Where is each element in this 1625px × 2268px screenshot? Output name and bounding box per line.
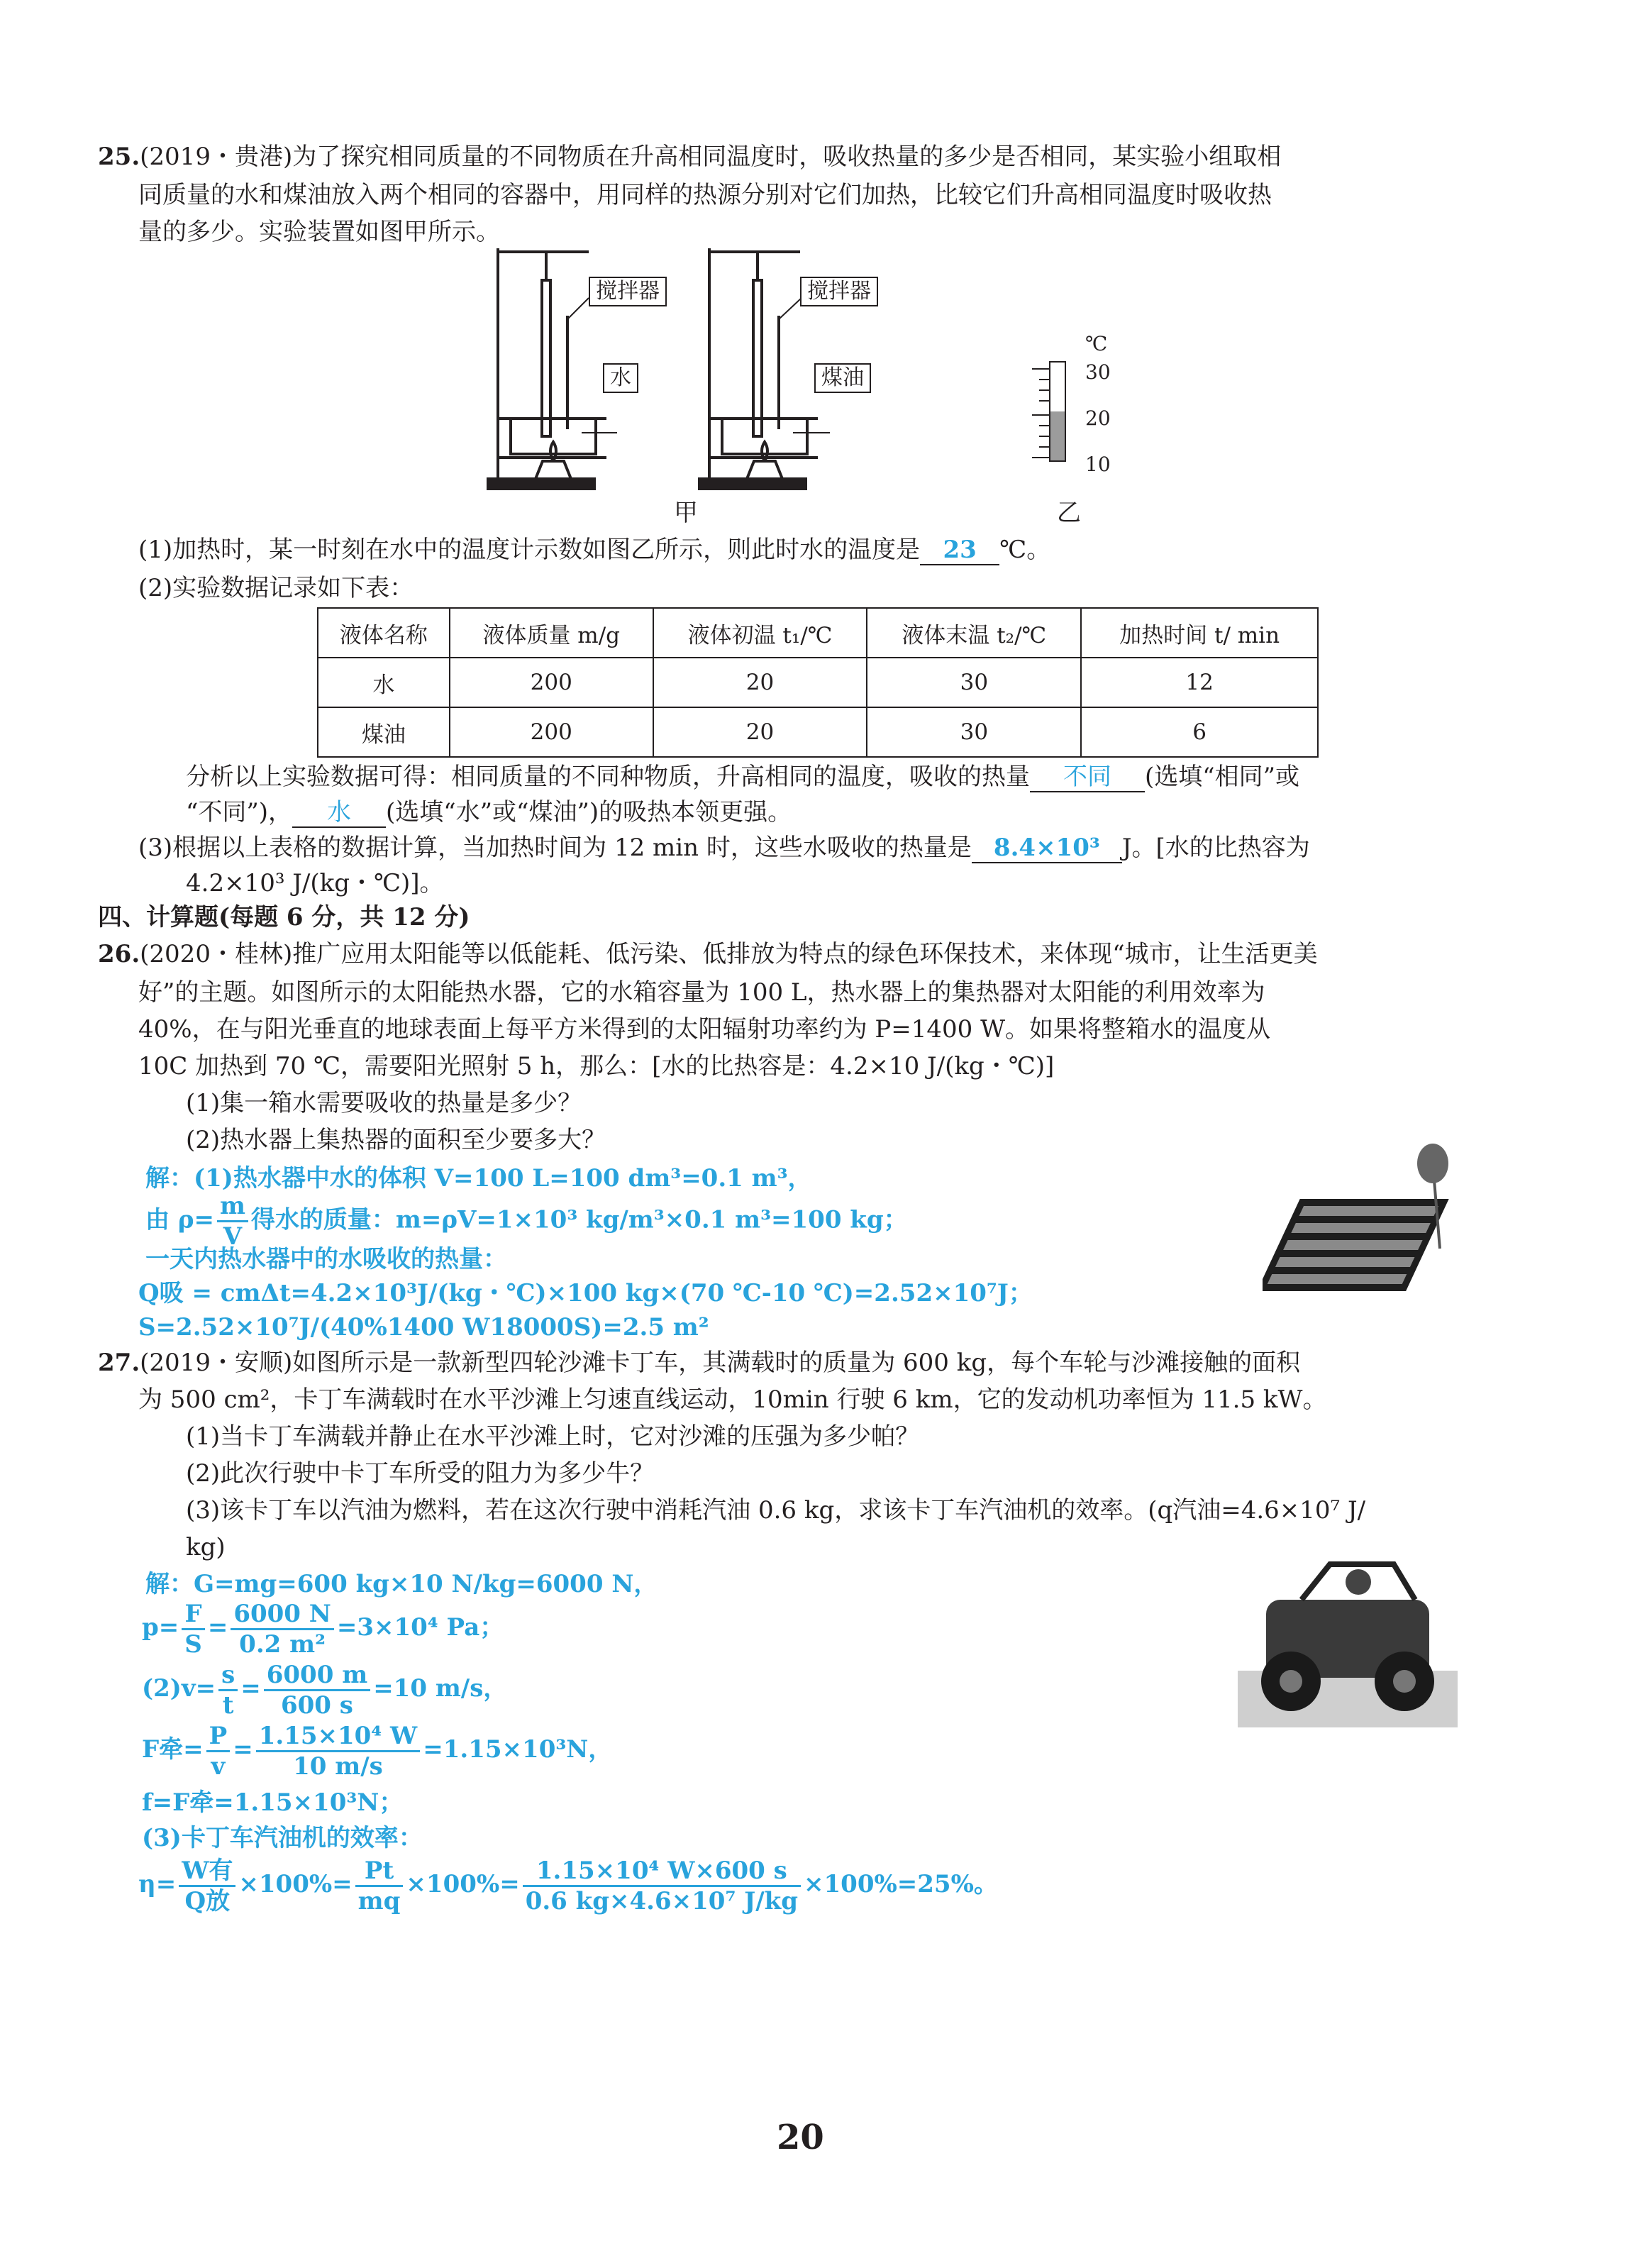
q27-question2: (2)此次行驶中卡丁车所受的阻力为多少牛？ bbox=[186, 1459, 655, 1488]
table-header: 液体初温 t₁/℃ bbox=[653, 608, 867, 658]
fraction-numerator: 1.15×10⁴ W×600 s bbox=[523, 1857, 801, 1887]
q26-line4: 10C 加热到 70 ℃，需要阳光照射 5 h，那么：[水的比热容是：4.2×10 J/(kg・℃)] bbox=[138, 1052, 1055, 1080]
q25-answer4: 8.4×10³ bbox=[972, 834, 1122, 863]
table-cell: 200 bbox=[450, 658, 653, 707]
q27-s4-post: =1.15×10³N， bbox=[423, 1735, 613, 1764]
fraction-denominator: S bbox=[184, 1630, 202, 1659]
table-header: 加热时间 t/ min bbox=[1081, 608, 1318, 658]
kart-image bbox=[1238, 1550, 1458, 1727]
fraction-numerator: 6000 N bbox=[231, 1600, 334, 1630]
pressure-fraction bbox=[231, 1600, 334, 1659]
q25-stem-text: 为了探究相同质量的不同物质在升高相同温度时，吸收热量的多少是否相同，某实验小组取相 bbox=[292, 143, 1282, 171]
caption-jia: 甲 bbox=[674, 499, 698, 527]
q26-s2-pre: 由 ρ= bbox=[145, 1205, 214, 1234]
q25-line1 bbox=[98, 140, 1281, 173]
q25-part3-line2: 4.2×10³ J/(kg・℃)]。 bbox=[186, 869, 444, 897]
q27-question3: (3)该卡丁车以汽油为燃料，若在这次行驶中消耗汽油 0.6 kg，求该卡丁车汽油机的效率。(q汽油=4.6×10⁷ J/ bbox=[186, 1496, 1366, 1525]
thermo-unit: ℃ bbox=[1085, 332, 1108, 355]
q27-solution4 bbox=[142, 1720, 612, 1781]
fraction-numerator: 1.15×10⁴ W bbox=[256, 1722, 421, 1752]
q25-analysis-hint2: (选填“水”或“煤油”)的吸热本领更强。 bbox=[386, 798, 792, 826]
table-cell: 200 bbox=[450, 707, 653, 757]
q26-solution5: S=2.52×10⁷J/(40%1400 W18000S)=2.5 m² bbox=[138, 1313, 709, 1342]
table-header: 液体质量 m/g bbox=[450, 608, 653, 658]
q27-solution3 bbox=[142, 1659, 507, 1720]
q26-line3: 40%，在与阳光垂直的地球表面上每平方米得到的太阳辐射功率约为 P=1400 W。如果将整箱水的温度从 bbox=[138, 1015, 1271, 1044]
q25-analysis-hint: (选填“相同”或 bbox=[1145, 763, 1300, 791]
apparatus-figure bbox=[482, 245, 1107, 497]
q27-solution1: 解：G=mg=600 kg×10 N/kg=6000 N， bbox=[145, 1570, 658, 1598]
q27-question1: (1)当卡丁车满载并静止在水平沙滩上时，它对沙滩的压强为多少帕？ bbox=[186, 1422, 920, 1451]
q25-line3: 量的多少。实验装置如图甲所示。 bbox=[138, 218, 500, 246]
table-header: 液体末温 t₂/℃ bbox=[867, 608, 1081, 658]
rho-fraction bbox=[217, 1192, 248, 1251]
q25-part3-unit: J。[水的比热容为 bbox=[1121, 834, 1310, 862]
q27-solution5: f=F牵=1.15×10³N； bbox=[142, 1788, 404, 1817]
q27-s3-pre: (2)v= bbox=[142, 1674, 216, 1703]
q27-solution2 bbox=[142, 1598, 504, 1659]
table-cell: 20 bbox=[653, 707, 867, 757]
q25-analysis-line1 bbox=[186, 760, 1299, 793]
times-100-percent: ×100%= bbox=[238, 1870, 353, 1898]
q27-line2: 为 500 cm²，卡丁车满载时在水平沙滩上匀速直线运动，10min 行驶 6 km，它的发动机功率恒为 11.5 kW。 bbox=[138, 1385, 1327, 1414]
q26-solution3: 一天内热水器中的水吸收的热量： bbox=[145, 1245, 507, 1273]
q27-s4-pre: F牵= bbox=[142, 1735, 204, 1764]
q25-number: 25. bbox=[98, 143, 140, 171]
q25-part3-text: (3)根据以上表格的数据计算，当加热时间为 12 min 时，这些水吸收的热量是 bbox=[138, 834, 972, 862]
thermometer bbox=[1032, 362, 1065, 461]
q26-stem-text: 推广应用太阳能等以低能耗、低污染、低排放为特点的绿色环保技术，来体现“城市，让生活更美 bbox=[292, 940, 1318, 968]
pt-over-mq-fraction bbox=[355, 1857, 404, 1915]
q27-line1 bbox=[98, 1346, 1300, 1379]
section-heading: 四、计算题(每题 6 分，共 12 分) bbox=[98, 903, 470, 931]
kerosene-label: 煤油 bbox=[814, 363, 871, 393]
table-cell: 煤油 bbox=[318, 707, 450, 757]
fraction-numerator: 6000 m bbox=[264, 1661, 370, 1691]
table-cell: 30 bbox=[867, 658, 1081, 707]
table-header: 液体名称 bbox=[318, 608, 450, 658]
fraction-numerator: P bbox=[206, 1722, 231, 1752]
force-fraction bbox=[256, 1722, 421, 1781]
fraction-numerator: F bbox=[182, 1600, 205, 1630]
data-table bbox=[317, 607, 1319, 758]
q27-source: (2019・安顺) bbox=[140, 1349, 293, 1377]
fraction-denominator: 10 m/s bbox=[293, 1752, 383, 1781]
thermo-tick-20: 20 bbox=[1085, 406, 1111, 430]
equals-sign: = bbox=[233, 1735, 253, 1764]
fraction-numerator: W有 bbox=[179, 1857, 235, 1887]
thermo-tick-10: 10 bbox=[1085, 453, 1111, 476]
q25-answer2: 不同 bbox=[1030, 763, 1145, 792]
p-over-v-fraction bbox=[206, 1722, 231, 1781]
fraction-denominator: t bbox=[222, 1691, 234, 1720]
q25-analysis-line2 bbox=[186, 796, 792, 829]
q25-source: (2019・贵港) bbox=[140, 143, 293, 171]
table-row bbox=[318, 658, 1318, 707]
table-cell: 6 bbox=[1081, 707, 1318, 757]
table-cell: 30 bbox=[867, 707, 1081, 757]
q26-solution4: Q吸 = cmΔt=4.2×10³J/(kg・℃)×100 kg×(70 ℃-10 ℃)=2.52×10⁷J； bbox=[138, 1279, 1033, 1307]
q26-solution1: 解：(1)热水器中水的体积 V=100 L=100 dm³=0.1 m³， bbox=[145, 1164, 812, 1193]
fraction-numerator: m bbox=[217, 1192, 248, 1222]
equals-sign: = bbox=[207, 1613, 228, 1642]
q25-answer3: 水 bbox=[292, 798, 386, 828]
equals-sign: = bbox=[240, 1674, 261, 1703]
fraction-numerator: s bbox=[218, 1661, 238, 1691]
q25-analysis-text: 分析以上实验数据可得：相同质量的不同种物质，升高相同的温度，吸收的热量 bbox=[186, 763, 1030, 791]
stirrer-label-1: 搅拌器 bbox=[589, 277, 667, 306]
fraction-denominator: mq bbox=[357, 1886, 401, 1915]
fraction-numerator: Pt bbox=[355, 1857, 404, 1887]
q27-number: 27. bbox=[98, 1349, 140, 1377]
s-over-t-fraction bbox=[218, 1661, 238, 1720]
q27-stem-text: 如图所示是一款新型四轮沙滩卡丁车，其满载时的质量为 600 kg，每个车轮与沙滩接触的面积 bbox=[292, 1349, 1301, 1377]
q25-part1 bbox=[138, 533, 1050, 566]
q26-line2: 好”的主题。如图所示的太阳能热水器，它的水箱容量为 100 L，热水器上的集热器对太阳能的利用效率为 bbox=[138, 978, 1265, 1007]
page-number: 20 bbox=[777, 2118, 824, 2157]
q26-question1: (1)集一箱水需要吸收的热量是多少？ bbox=[186, 1089, 582, 1117]
w-over-q-fraction bbox=[179, 1857, 235, 1915]
thermo-tick-30: 30 bbox=[1085, 360, 1111, 384]
velocity-fraction bbox=[264, 1661, 370, 1720]
q27-s7-post: ×100%=25%。 bbox=[804, 1870, 998, 1898]
table-header-row bbox=[318, 608, 1318, 658]
q27-s2-post: =3×10⁴ Pa； bbox=[336, 1613, 504, 1642]
q25-part3 bbox=[138, 831, 1310, 864]
q26-number: 26. bbox=[98, 940, 140, 968]
q27-s7-pre: η= bbox=[138, 1870, 177, 1898]
fraction-denominator: v bbox=[211, 1752, 226, 1781]
q26-source: (2020・桂林) bbox=[140, 940, 293, 968]
caption-yi: 乙 bbox=[1057, 499, 1081, 527]
q26-question2: (2)热水器上集热器的面积至少要多大？ bbox=[186, 1126, 606, 1154]
table-cell: 20 bbox=[653, 658, 867, 707]
q27-solution6: (3)卡丁车汽油机的效率： bbox=[142, 1824, 423, 1852]
fraction-denominator: 600 s bbox=[280, 1691, 353, 1720]
q27-s2-pre: p= bbox=[142, 1613, 179, 1642]
q26-solution2 bbox=[145, 1192, 908, 1251]
fraction-denominator: 0.6 kg×4.6×10⁷ J/kg bbox=[525, 1886, 799, 1915]
efficiency-fraction bbox=[523, 1857, 801, 1915]
q25-part1-unit: ℃。 bbox=[999, 536, 1051, 564]
q25-line2: 同质量的水和煤油放入两个相同的容器中，用同样的热源分别对它们加热，比较它们升高相同温度时吸收热 bbox=[138, 181, 1272, 209]
fraction-denominator: 0.2 m² bbox=[239, 1630, 326, 1659]
q27-s3-post: =10 m/s， bbox=[373, 1674, 508, 1703]
q25-part2: (2)实验数据记录如下表： bbox=[138, 574, 414, 602]
q25-part1-text: (1)加热时，某一时刻在水中的温度计示数如图乙所示，则此时水的温度是 bbox=[138, 536, 921, 564]
times-100-percent: ×100%= bbox=[406, 1870, 520, 1898]
f-over-s-fraction bbox=[182, 1600, 205, 1659]
q25-analysis-text2: “不同”)， bbox=[186, 798, 293, 826]
q26-line1 bbox=[98, 938, 1318, 970]
water-label: 水 bbox=[603, 363, 638, 393]
q27-solution7 bbox=[138, 1854, 998, 1915]
table-row bbox=[318, 707, 1318, 757]
q25-answer1: 23 bbox=[920, 536, 999, 565]
q27-question3-line2: kg) bbox=[186, 1533, 226, 1561]
fraction-denominator: Q放 bbox=[184, 1886, 231, 1915]
stirrer-label-2: 搅拌器 bbox=[800, 277, 878, 306]
table-cell: 12 bbox=[1081, 658, 1318, 707]
fraction-denominator: V bbox=[223, 1222, 243, 1251]
table-cell: 水 bbox=[318, 658, 450, 707]
q26-s2-post: 得水的质量：m=ρV=1×10³ kg/m³×0.1 m³=100 kg； bbox=[250, 1205, 908, 1234]
solar-heater-image bbox=[1263, 1142, 1468, 1298]
